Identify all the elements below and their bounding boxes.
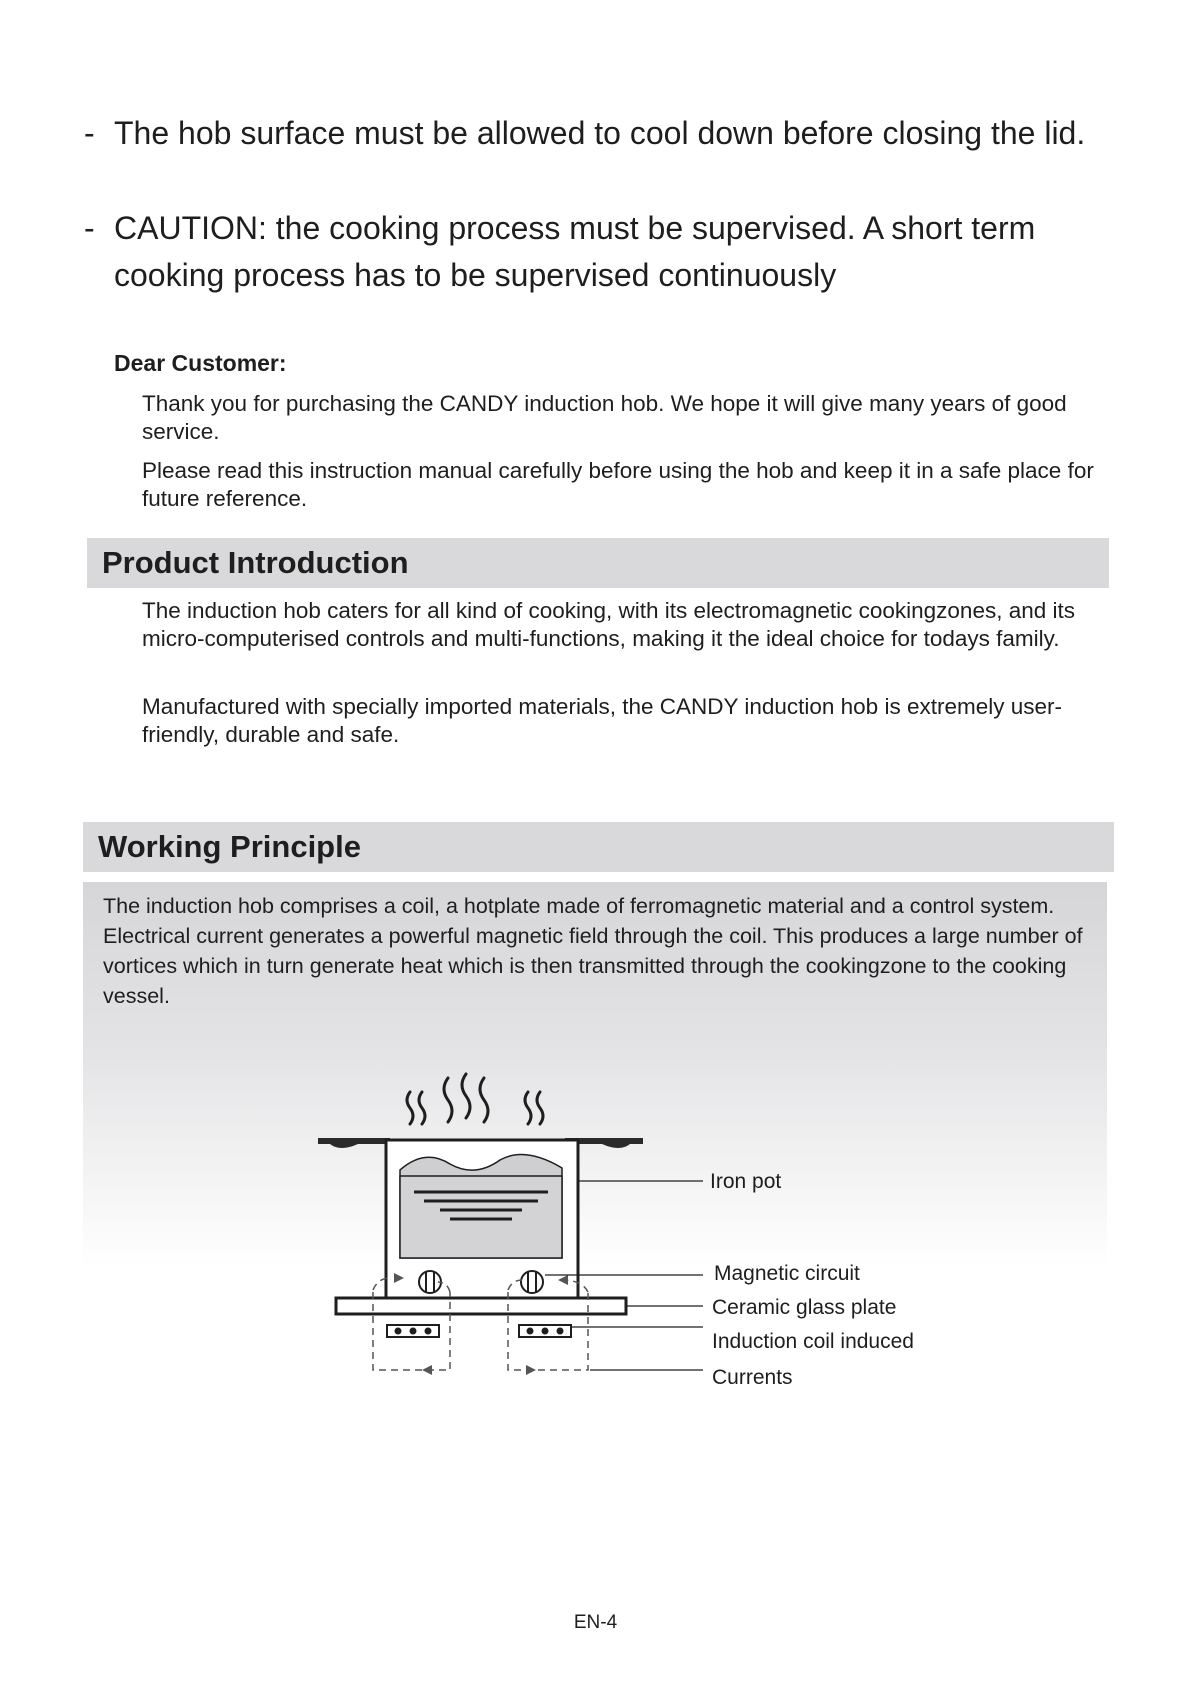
product-intro-paragraph: The induction hob caters for all kind of cooking, with its electromagnetic cookingzones, and its micro-computerised controls and multi-functions, making it the ideal choice for todays family. [142,598,1076,651]
ceramic-glass-plate-icon [336,1298,626,1314]
working-principle-header [83,822,1114,872]
steam-icon [407,1074,543,1124]
product-materials-paragraph: Manufactured with specially imported materials, the CANDY induction hob is extremely user-friendly, durable and safe. [142,694,1062,747]
product-introduction-header [87,538,1109,588]
read-manual-paragraph: Please read this instruction manual carefully before using the hob and keep it in a safe place for future reference. [142,458,1094,511]
iron-pot-label: Iron pot [710,1170,782,1193]
section-title: Product Introduction [102,545,409,580]
bullet-dash: - [84,115,95,151]
currents-label: Currents [712,1366,793,1389]
working-principle-paragraph: The induction hob comprises a coil, a hotplate made of ferromagnetic material and a control system. Electrical current generates a powerful magnetic field through the coil. This produces a large number of vortices which in turn generate heat which is then transmitted through the cookingzone to the cooking vessel. [103,894,1083,1008]
iron-pot-icon [318,1138,643,1298]
page-number: EN-4 [573,1612,618,1633]
bullet-text: The hob surface must be allowed to cool down before closing the lid. [114,115,1086,151]
ceramic-glass-plate-label: Ceramic glass plate [712,1296,897,1319]
section-title: Working Principle [98,829,361,864]
dear-customer-heading: Dear Customer: [114,350,287,376]
magnetic-circuit-label: Magnetic circuit [714,1262,860,1285]
induction-coil-icon [387,1325,571,1337]
bullet-text: CAUTION: the cooking process must be supervised. A short term cooking process has to be supervised continuously [114,210,1036,293]
induction-hob-diagram [300,1060,1020,1390]
thank-you-paragraph: Thank you for purchasing the CANDY induction hob. We hope it will give many years of good service. [142,391,1067,444]
induction-coil-label: Induction coil induced [712,1330,914,1353]
bullet-dash: - [84,210,95,246]
